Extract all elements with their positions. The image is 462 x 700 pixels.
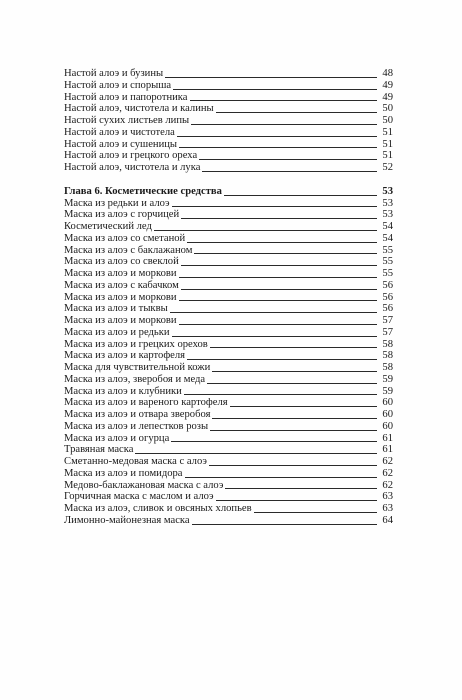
toc-entry-title: Травяная маска (64, 444, 134, 456)
toc-entry-page-number: 56 (382, 303, 393, 315)
toc-entry-title: Маска из алоэ с кабачком (64, 279, 179, 291)
toc-entry-page-number: 57 (382, 326, 393, 338)
toc-entry-page-number: 60 (382, 420, 393, 432)
toc-entry (64, 162, 393, 174)
toc-entry-title: Маска из алоэ и вареного картофеля (64, 397, 228, 409)
dot-leader (209, 464, 377, 466)
toc-entry (64, 103, 393, 115)
toc-entry-title: Маска из алоэ и тыквы (64, 303, 168, 315)
toc-entry (64, 491, 393, 503)
toc-entry (64, 456, 393, 468)
toc-entry-page-number: 51 (382, 150, 393, 162)
toc-entry-page-number: 56 (382, 279, 393, 291)
toc-entry (64, 362, 393, 374)
toc-entry-page-number: 51 (382, 138, 393, 150)
toc-entry-page-number: 59 (382, 373, 393, 385)
toc-entry-page-number: 64 (382, 514, 393, 526)
toc-entry (64, 515, 393, 527)
toc-entry-title: Маска из алоэ, сливок и овсяных хлопьев (64, 503, 252, 514)
toc-entry (64, 374, 393, 386)
chapter-heading (64, 186, 393, 198)
toc-entry-title: Настой алоэ и папоротника (64, 91, 188, 103)
toc-entry-page-number: 63 (382, 491, 393, 503)
toc-section-masks (64, 198, 393, 527)
chapter-title: Глава 6. Косметические средства (64, 185, 222, 197)
toc-entry-page-number: 54 (382, 221, 393, 232)
dot-leader (192, 523, 377, 525)
dot-leader (191, 123, 377, 125)
dot-leader (181, 264, 377, 266)
toc-entry (64, 409, 393, 421)
toc-entry (64, 503, 393, 515)
toc-entry (64, 421, 393, 433)
toc-entry-title: Медово-баклажановая маска с алоэ (64, 479, 224, 491)
toc-entry-title: Маска из алоэ со сметаной (64, 232, 186, 244)
dot-leader (224, 194, 377, 196)
toc-entry-page-number: 59 (382, 385, 393, 397)
toc-entry-page-number: 53 (382, 209, 393, 221)
toc-entry (64, 92, 393, 104)
dot-leader (135, 452, 377, 454)
toc-entry-title: Маска из алоэ и отвара зверобоя (64, 409, 211, 420)
toc-entry (64, 386, 393, 398)
toc-entry (64, 233, 393, 245)
dot-leader (216, 111, 377, 113)
dot-leader (179, 146, 377, 148)
toc-entry (64, 292, 393, 304)
toc-entry-title: Маска из алоэ и лепестков розы (64, 420, 209, 432)
dot-leader (165, 76, 377, 78)
dot-leader (170, 311, 377, 313)
toc-entry (64, 245, 393, 257)
toc-entry-page-number: 50 (382, 103, 393, 115)
dot-leader (185, 476, 377, 478)
toc-entry-title: Маска из алоэ и помидора (64, 467, 183, 479)
toc-entry (64, 221, 393, 233)
section-gap (64, 174, 393, 186)
dot-leader (202, 170, 377, 172)
toc-entry-page-number: 60 (382, 397, 393, 409)
toc-entry (64, 315, 393, 327)
toc-section-infusions (64, 68, 393, 174)
toc-entry (64, 350, 393, 362)
dot-leader (207, 382, 377, 384)
toc-entry-title: Маска из алоэ с баклажаном (64, 244, 193, 256)
chapter-page-number: 53 (382, 185, 393, 197)
toc-entry-title: Косметический лед (64, 221, 152, 232)
toc-entry (64, 433, 393, 445)
dot-leader (210, 346, 377, 348)
toc-entry-page-number: 54 (382, 232, 393, 244)
toc-entry-page-number: 58 (382, 362, 393, 373)
dot-leader (212, 417, 377, 419)
toc-entry-page-number: 53 (382, 197, 393, 209)
toc-entry (64, 397, 393, 409)
dot-leader (171, 440, 377, 442)
toc-entry-page-number: 49 (382, 91, 393, 103)
toc-entry (64, 115, 393, 127)
toc-entry-title: Маска из алоэ и моркови (64, 315, 177, 326)
dot-leader (179, 323, 377, 325)
dot-leader (187, 358, 377, 360)
toc-entry-title: Маска из редьки и алоэ (64, 197, 170, 209)
dot-leader (184, 393, 377, 395)
toc-entry (64, 139, 393, 151)
toc-entry-page-number: 55 (382, 256, 393, 268)
dot-leader (179, 276, 377, 278)
toc-entry (64, 198, 393, 210)
toc-entry (64, 339, 393, 351)
toc-entry-title: Горчичная маска с маслом и алоэ (64, 491, 214, 503)
toc-entry (64, 80, 393, 92)
toc-entry-title: Настой алоэ и чистотела (64, 126, 175, 138)
toc-entry-page-number: 51 (382, 126, 393, 138)
toc-entry (64, 68, 393, 80)
dot-leader (177, 135, 377, 137)
toc-entry-page-number: 58 (382, 350, 393, 362)
toc-entry (64, 268, 393, 280)
toc-entry-page-number: 57 (382, 315, 393, 326)
dot-leader (199, 158, 377, 160)
toc-entry (64, 303, 393, 315)
toc-entry-title: Настой алоэ и сушеницы (64, 138, 178, 150)
toc-entry (64, 480, 393, 492)
toc-entry-page-number: 63 (382, 503, 393, 514)
toc-entry-title: Сметанно-медовая маска с алоэ (64, 456, 207, 467)
dot-leader (254, 511, 377, 513)
toc-entry (64, 256, 393, 268)
toc-entry-page-number: 62 (382, 479, 393, 491)
toc-entry-page-number: 55 (382, 244, 393, 256)
dot-leader (230, 405, 377, 407)
toc-entry-page-number: 61 (382, 444, 393, 456)
toc-entry-page-number: 55 (382, 268, 393, 279)
toc-entry-title: Настой алоэ и бузины (64, 68, 164, 79)
dot-leader (172, 335, 377, 337)
toc-entry-title: Маска из алоэ и картофеля (64, 350, 186, 362)
toc-entry-page-number: 56 (382, 291, 393, 303)
toc-entry-title: Маска для чувствительной кожи (64, 362, 211, 373)
dot-leader (210, 429, 377, 431)
toc-entry-page-number: 62 (382, 456, 393, 467)
toc-entry-title: Маска из алоэ и грецких орехов (64, 338, 208, 350)
toc-entry-title: Настой алоэ и грецкого ореха (64, 150, 198, 162)
toc-entry-title: Маска из алоэ и огурца (64, 432, 170, 444)
toc-entry-title: Лимонно-майонезная маска (64, 514, 190, 526)
dot-leader (194, 252, 377, 254)
toc-entry-page-number: 52 (382, 162, 393, 173)
toc-entry-title: Маска из алоэ, зверобоя и меда (64, 373, 206, 385)
dot-leader (187, 241, 377, 243)
toc-entry-title: Настой сухих листьев липы (64, 115, 190, 126)
toc-entry-title: Маска из алоэ с горчицей (64, 209, 180, 221)
toc-entry-page-number: 60 (382, 409, 393, 420)
dot-leader (172, 205, 377, 207)
dot-leader (154, 229, 377, 231)
dot-leader (173, 88, 377, 90)
dot-leader (216, 499, 377, 501)
toc-entry-title: Маска из алоэ и моркови (64, 268, 177, 279)
toc-entry-title: Маска из алоэ со свеклой (64, 256, 179, 268)
dot-leader (181, 288, 377, 290)
toc-entry-title: Маска из алоэ и клубники (64, 385, 182, 397)
table-of-contents (64, 68, 393, 527)
toc-entry (64, 127, 393, 139)
toc-entry (64, 444, 393, 456)
toc-entry-page-number: 61 (382, 432, 393, 444)
toc-entry-title: Настой алоэ, чистотела и лука (64, 162, 201, 173)
toc-entry (64, 468, 393, 480)
dot-leader (190, 99, 378, 101)
toc-entry (64, 327, 393, 339)
dot-leader (181, 217, 377, 219)
toc-entry (64, 150, 393, 162)
toc-entry-page-number: 58 (382, 338, 393, 350)
toc-entry-page-number: 62 (382, 467, 393, 479)
dot-leader (225, 487, 377, 489)
toc-entry-title: Настой алоэ и спорыша (64, 79, 172, 91)
toc-entry-title: Маска из алоэ и моркови (64, 291, 177, 303)
toc-entry-title: Настой алоэ, чистотела и калины (64, 103, 214, 115)
toc-entry-page-number: 50 (382, 115, 393, 126)
toc-entry-title: Маска из алоэ и редьки (64, 326, 170, 338)
toc-entry-page-number: 49 (382, 79, 393, 91)
toc-entry (64, 280, 393, 292)
dot-leader (212, 370, 377, 372)
toc-entry-page-number: 48 (382, 68, 393, 79)
dot-leader (179, 299, 377, 301)
toc-entry (64, 209, 393, 221)
